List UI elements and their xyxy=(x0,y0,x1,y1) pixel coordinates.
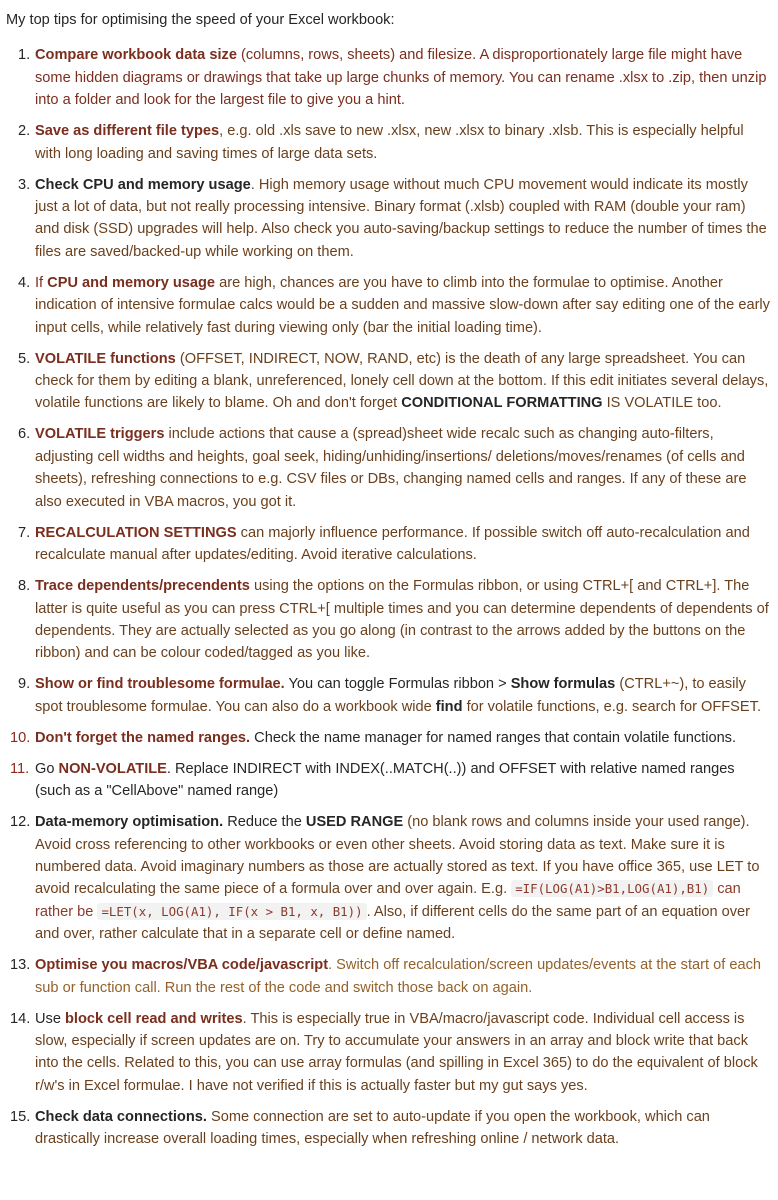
tip-number: 1. xyxy=(18,47,31,64)
tip-item-11 xyxy=(6,758,778,803)
tip-item-3 xyxy=(6,174,778,264)
tip-item-2 xyxy=(6,120,778,165)
tip-text-tail: . Also, if different cells do the same part of an equation over and over, rather calculate that in a separate cell or define named. xyxy=(35,903,751,943)
tip-heading: block cell read and writes xyxy=(65,1010,243,1027)
tip-text: Some connection are set to auto-update if you open the workbook, which can drastically increase overall loading times, especially when refreshing online / network data. xyxy=(35,1108,710,1148)
tip-text-mid2: can rather be xyxy=(35,881,741,920)
tip-text: . Replace INDIRECT with INDEX(..MATCH(..)) and OFFSET with relative named ranges (such as a "CellAbove" named range) xyxy=(35,760,735,800)
tips-list xyxy=(6,44,778,1150)
tip-item-14 xyxy=(6,1008,778,1098)
tip-item-4 xyxy=(6,272,778,339)
tip-item-15 xyxy=(6,1106,778,1151)
tip-emphasis-find: find xyxy=(435,698,463,715)
tip-text: (columns, rows, sheets) and filesize. A disproportionately large file might have some hidden diagrams or drawings that take up large chunks of memory. You can rename .xlsx to .zip, then unzip into a folder and look for the largest file to give you a hint. xyxy=(35,47,767,109)
tip-text: . High memory usage without much CPU movement would indicate its mostly just a lot of data, but not really processing intensive. Binary format (.xlsb) coupled with RAM (double your ram) and disk (SSD) upgrades will help. Also check you auto-saving/backup settings to reduce the number of times the files are saved/backed-up while working on them. xyxy=(35,176,767,260)
tip-heading: VOLATILE triggers xyxy=(35,426,165,443)
tip-number: 11. xyxy=(10,760,30,777)
tip-number: 12. xyxy=(10,814,31,831)
tip-emphasis: Show formulas xyxy=(510,676,616,693)
tip-heading: Optimise you macros/VBA code/javascript xyxy=(35,957,329,974)
tip-number: 4. xyxy=(18,274,31,291)
tip-text: , e.g. old .xls save to new .xlsx, new .xlsx to binary .xlsb. This is especially helpful with long loading and saving times of large data sets. xyxy=(35,123,744,162)
tip-text: Reduce the xyxy=(223,814,306,831)
tip-number: 9. xyxy=(18,676,31,693)
tip-text: include actions that cause a (spread)sheet wide recalc such as changing auto-filters, adjusting cell widths and heights, goal seek, hiding/unhiding/insertions/ deletions/moves/renames (of cells and sheets), refreshing connections to e.g. CSV files or DBs, changing named cells and ranges. If any of these are also executed in VBA macros, you got it. xyxy=(35,426,747,510)
tip-text: . This is especially true in VBA/macro/javascript code. Individual cell access is slow, especially if screen updates are on. Try to accumulate your answers in an array and block write that back into the cells. Related to this, you can use array formulas (and spilling in Excel 365) to do the equivalent of block r/w's in Excel formulae. I have not verified if this is actually faster but my gut says yes. xyxy=(35,1010,758,1094)
tip-number: 8. xyxy=(18,578,31,595)
tip-number: 7. xyxy=(18,524,31,541)
tip-number: 2. xyxy=(18,123,31,140)
formula-if-code: =IF(LOG(A1)>B1,LOG(A1),B1) xyxy=(511,880,713,897)
tip-text: can majorly influence performance. If possible switch off auto-recalculation and recalculate manual after updates/editing. Avoid iterative calculations. xyxy=(35,524,750,564)
tip-heading: VOLATILE functions xyxy=(35,350,176,367)
tip-text-lead: Use xyxy=(35,1010,66,1027)
tip-emphasis: CONDITIONAL FORMATTING xyxy=(401,395,603,412)
tip-text: . Switch off recalculation/screen updates/events at the start of each sub or function call. Run the rest of the code and switch those back on again. xyxy=(35,957,761,996)
tip-heading: Trace dependents/precendents xyxy=(35,578,250,595)
tip-text-tail: for volatile functions, e.g. search for OFFSET. xyxy=(462,698,761,715)
tip-item-7 xyxy=(6,522,778,567)
tip-text-tail: IS VOLATILE too. xyxy=(602,395,722,412)
tip-number: 6. xyxy=(18,426,31,443)
tip-number: 5. xyxy=(18,350,31,367)
tip-heading: Don't forget the named ranges. xyxy=(35,729,251,746)
tip-heading: Compare workbook data size xyxy=(35,47,237,64)
tip-heading: Check CPU and memory usage xyxy=(35,176,251,193)
tip-text: Check the name manager for named ranges that contain volatile functions. xyxy=(250,729,737,746)
tip-text-mid: (no blank rows and columns inside your used range). Avoid cross referencing to other workbooks or even other sheets. Avoid storing data as text. Make sure it is numbered data. Avoid imaginary numbers as those are actually stored as text. If you have office 365, use LET to avoid recalculating the same piece of a formula over and over again. E.g. xyxy=(35,814,760,898)
formula-let-code: =LET(x, LOG(A1), IF(x > B1, x, B1)) xyxy=(97,903,366,920)
tip-item-9 xyxy=(6,673,778,718)
tip-item-12 xyxy=(6,811,778,945)
tip-heading: CPU and memory usage xyxy=(47,274,216,291)
tip-heading: Save as different file types xyxy=(35,123,220,140)
tip-number: 14. xyxy=(10,1010,31,1027)
tip-text-lead: If xyxy=(35,274,48,291)
tip-item-6 xyxy=(6,423,778,513)
tip-number: 13. xyxy=(10,957,31,974)
tip-text-mid: (CTRL+~), to easily spot troublesome formulae. You can also do a workbook wide xyxy=(35,676,746,715)
tip-item-1 xyxy=(6,44,778,111)
tip-item-10 xyxy=(6,727,778,749)
tip-heading: Check data connections. xyxy=(35,1108,207,1125)
tip-text: using the options on the Formulas ribbon, or using CTRL+[ and CTRL+]. The latter is quite useful as you can press CTRL+[ multiple times and you can determine dependents of dependents of dependents. They are actually selected as you go along (in contrast to the arrows added by the buttons on the ribbon) and can be colour coded/tagged as you like. xyxy=(35,578,769,662)
tip-text: are high, chances are you have to climb into the formulae to optimise. Another indication of intensive formulae calcs would be a sudden and massive slow-down after say editing one of the early input cells, while relatively fast during viewing only (bar the initial loading time). xyxy=(35,274,770,336)
tip-text: You can toggle Formulas ribbon > xyxy=(284,676,511,693)
tip-emphasis: USED RANGE xyxy=(305,814,404,831)
tip-heading: Show or find troublesome formulae. xyxy=(35,676,285,693)
intro-text: My top tips for optimising the speed of your Excel workbook: xyxy=(6,12,395,28)
tip-item-8 xyxy=(6,575,778,665)
tip-heading: NON-VOLATILE xyxy=(58,760,167,777)
tip-text: (OFFSET, INDIRECT, NOW, RAND, etc) is the death of any large spreadsheet. You can check for them by editing a blank, unreferenced, lonely cell down at the bottom. If this edit initiates several delays, volatile functions are likely to blame. Oh and don't forget xyxy=(35,350,769,412)
tip-heading: RECALCULATION SETTINGS xyxy=(35,524,237,541)
tip-number: 3. xyxy=(18,176,31,193)
tip-number: 15. xyxy=(10,1108,31,1125)
tip-number: 10. xyxy=(10,729,31,746)
tip-item-13 xyxy=(6,954,778,999)
tip-heading: Data-memory optimisation. xyxy=(35,814,224,831)
tip-text-lead: Go xyxy=(35,760,59,777)
tip-item-5 xyxy=(6,348,778,415)
